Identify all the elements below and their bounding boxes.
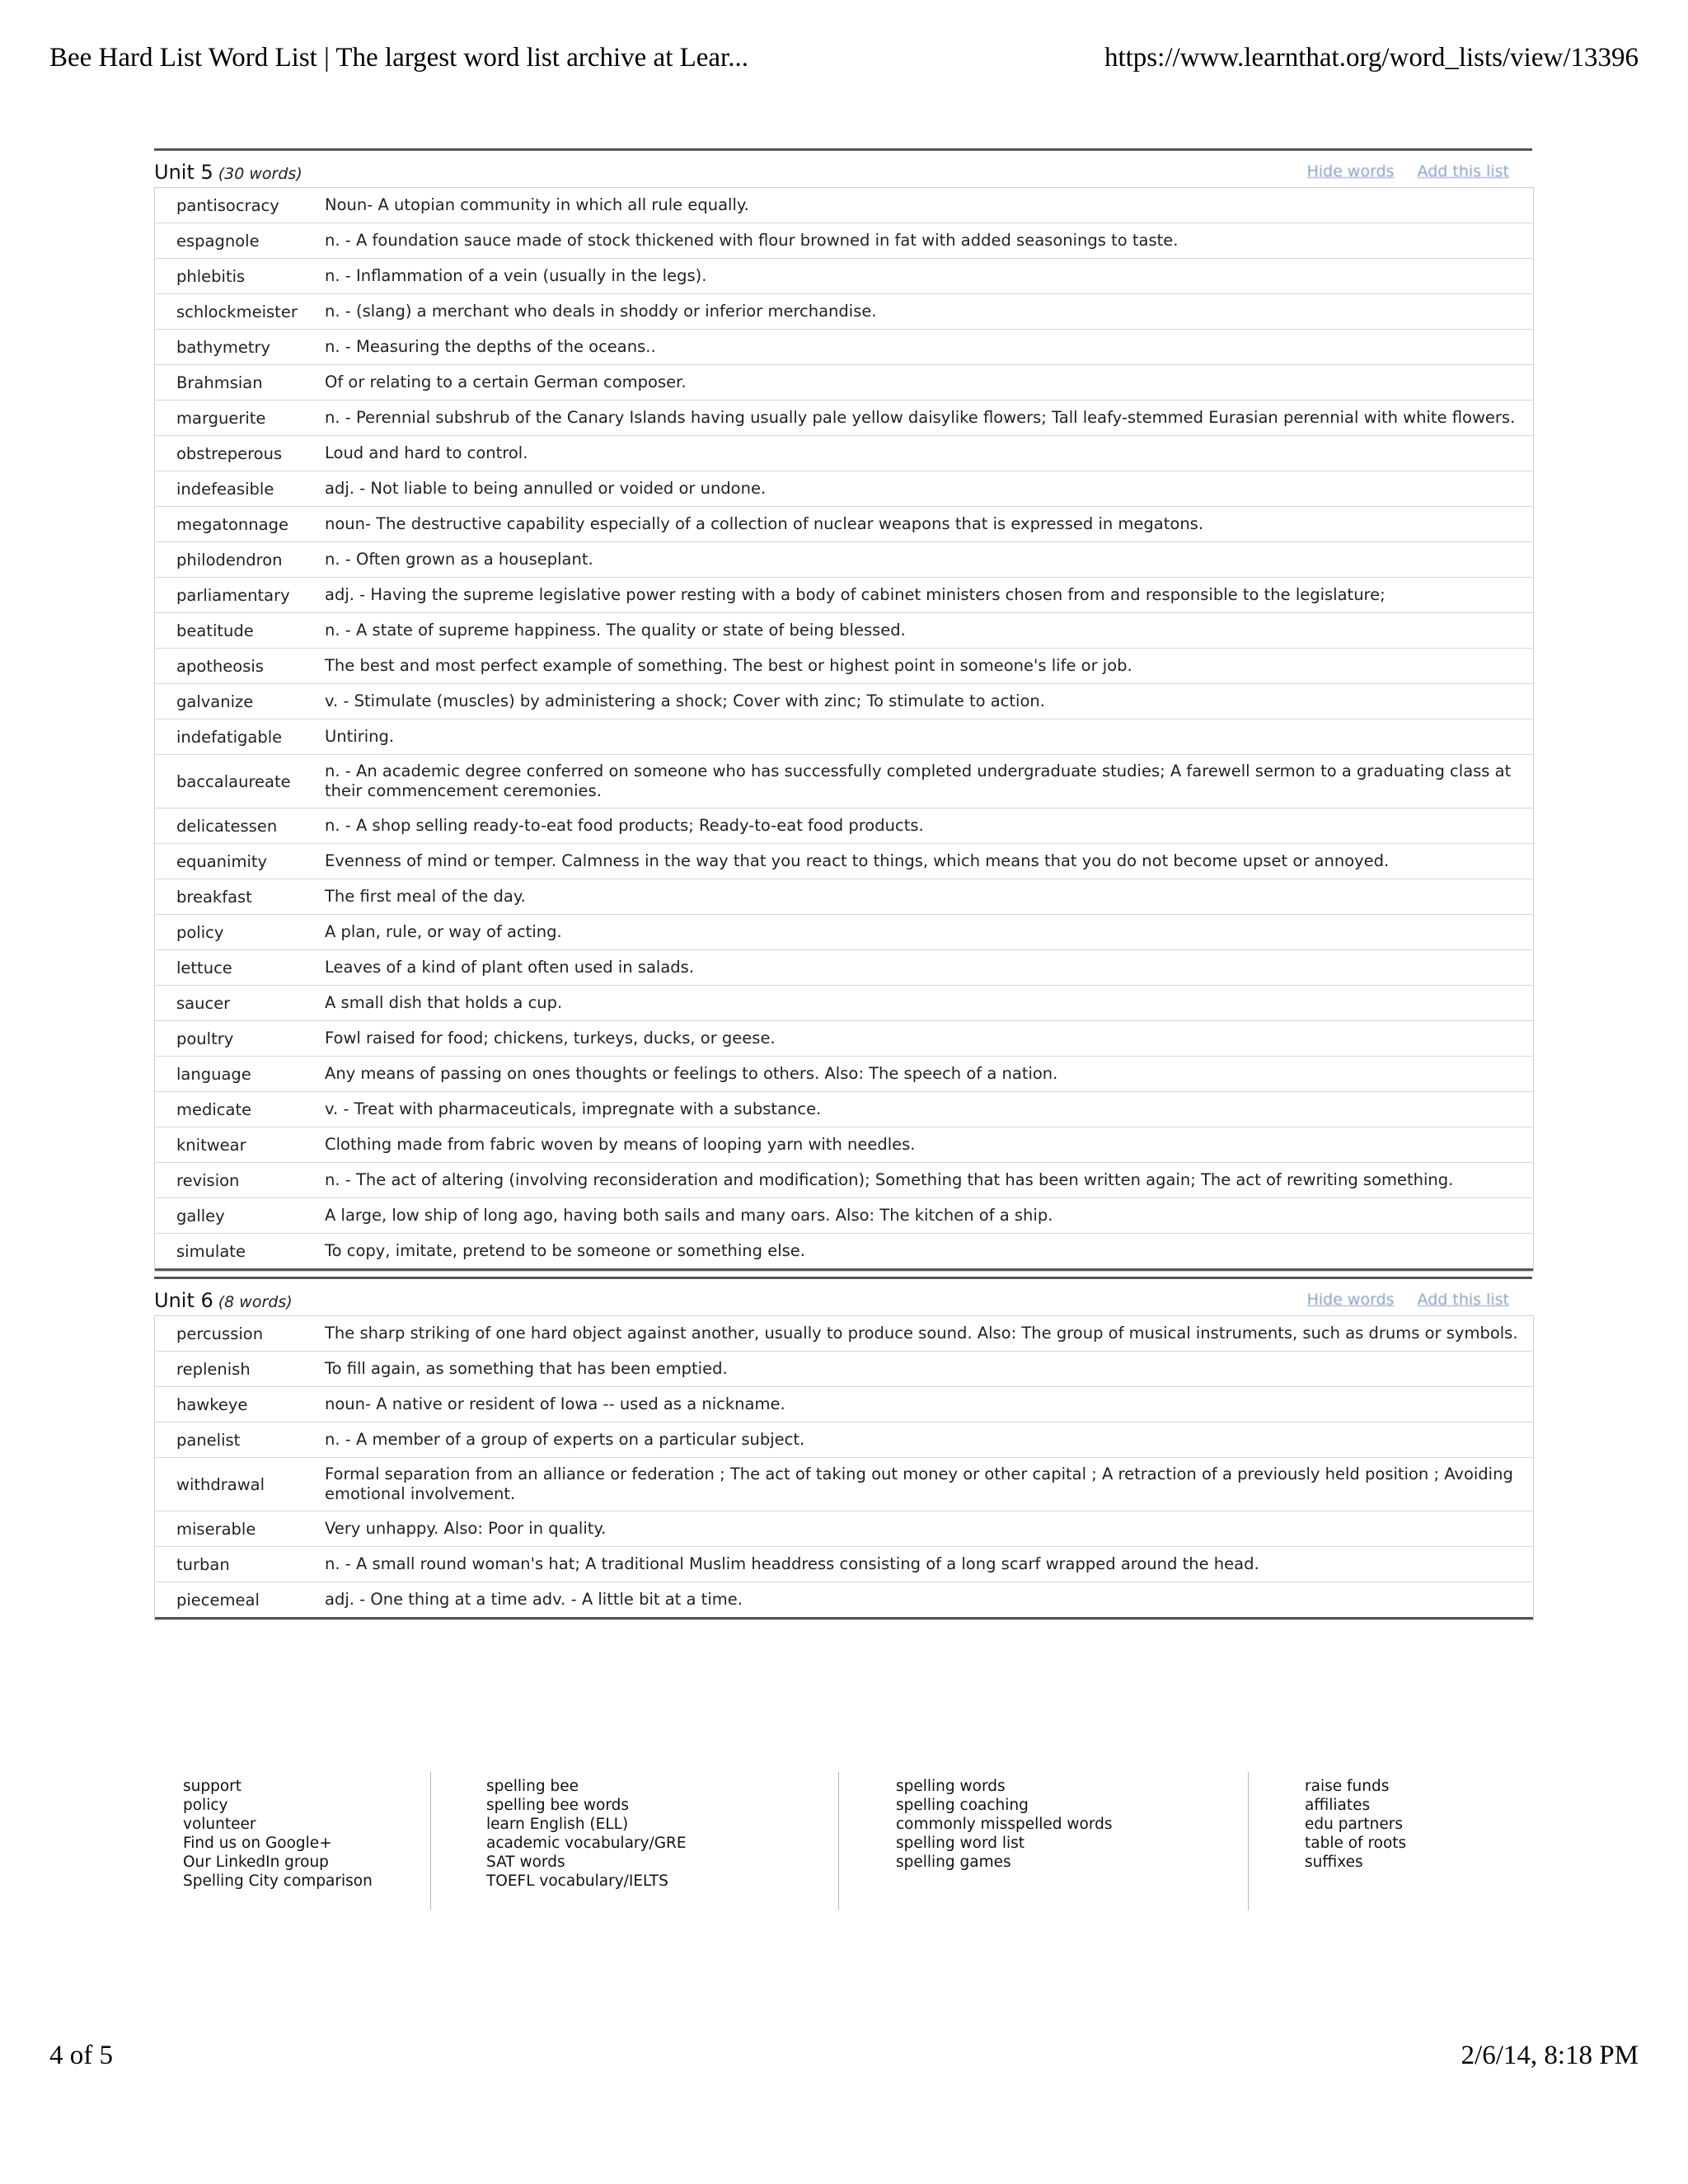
print-footer (49, 2041, 1639, 2077)
footer-link[interactable]: SAT words (486, 1854, 565, 1871)
word-definition: Loud and hard to control. (325, 443, 528, 462)
footer-link[interactable]: spelling word list (896, 1835, 1025, 1852)
word-term: indefatigable (176, 727, 283, 747)
word-definition: v. - Treat with pharmaceuticals, impregnate with a substance. (325, 1099, 822, 1118)
word-definition: To copy, imitate, pretend to be someone or something else. (325, 1241, 805, 1260)
word-definition: Evenness of mind or temper. Calmness in the way that you react to things, which means that you do not become upset or annoyed. (325, 851, 1390, 870)
word-row (155, 808, 1533, 844)
unit-header (154, 151, 1532, 187)
word-term: withdrawal (176, 1474, 265, 1494)
word-definition: n. - Perennial subshrub of the Canary Islands having usually pale yellow daisylike flowers; Tall leafy-stemmed Eurasian perennial with white flowers. (325, 408, 1516, 427)
unit-actions (1284, 162, 1509, 180)
word-term: turban (176, 1554, 230, 1574)
word-definition: n. - A small round woman's hat; A traditional Muslim headdress consisting of a long scarf wrapped around the head. (325, 1554, 1259, 1573)
word-term: piecemeal (176, 1590, 260, 1610)
unit-actions (1284, 1291, 1509, 1309)
word-row (155, 578, 1533, 613)
word-definition: Untiring. (325, 727, 395, 746)
word-term: galvanize (176, 691, 254, 711)
word-row (155, 542, 1533, 578)
word-definition: Formal separation from an alliance or federation ; The act of taking out money or other capital ; A retraction of a previously held position ; Avoiding emotional involvement. (325, 1465, 1513, 1503)
word-row (155, 507, 1533, 542)
footer-link[interactable]: table of roots (1305, 1835, 1407, 1852)
word-row (155, 649, 1533, 684)
word-row (155, 1582, 1533, 1619)
footer-column (1305, 1777, 1406, 1872)
word-definition: n. - The act of altering (involving reconsideration and modification); Something that has been written again; The act of rewriting something. (325, 1170, 1454, 1189)
word-row (155, 188, 1533, 223)
word-term: marguerite (176, 408, 266, 428)
unit-header (154, 1279, 1532, 1315)
footer-link[interactable]: spelling bee words (486, 1797, 630, 1814)
word-term: breakfast (176, 887, 252, 907)
word-row (155, 1057, 1533, 1092)
hide-words-link[interactable]: Hide words (1306, 162, 1395, 180)
word-term: lettuce (176, 958, 232, 977)
word-term: galley (176, 1206, 225, 1226)
word-row (155, 986, 1533, 1021)
word-definition: Leaves of a kind of plant often used in salads. (325, 958, 695, 977)
print-page-number: 4 of 5 (49, 2041, 113, 2070)
footer-link[interactable]: policy (183, 1797, 228, 1814)
add-list-link[interactable]: Add this list (1417, 162, 1509, 180)
word-term: policy (176, 922, 224, 942)
word-row (155, 879, 1533, 915)
footer-link[interactable]: suffixes (1305, 1854, 1363, 1871)
footer-link[interactable]: commonly misspelled words (896, 1816, 1113, 1833)
footer-link[interactable]: edu partners (1305, 1816, 1404, 1833)
word-row (155, 1458, 1533, 1511)
footer-link[interactable]: TOEFL vocabulary/IELTS (486, 1872, 668, 1890)
unit-name: Unit 6 (154, 1289, 213, 1312)
footer-link[interactable]: spelling bee (486, 1778, 579, 1795)
word-row (155, 436, 1533, 471)
word-row (155, 1021, 1533, 1057)
word-term: saucer (176, 993, 231, 1013)
word-definition: Fowl raised for food; chickens, turkeys, ducks, or geese. (325, 1029, 776, 1047)
footer-link[interactable]: academic vocabulary/GRE (486, 1835, 687, 1852)
word-row (155, 1511, 1533, 1547)
word-term: Brahmsian (176, 373, 263, 392)
word-row (155, 1127, 1533, 1163)
word-definition: adj. - Having the supreme legislative power resting with a body of cabinet ministers chosen from and responsible to the legislature; (325, 585, 1386, 604)
word-term: phlebitis (176, 266, 246, 286)
unit-section (154, 1277, 1532, 1620)
site-footer-links (154, 1772, 1532, 1912)
word-term: panelist (176, 1430, 241, 1450)
footer-column (486, 1777, 687, 1891)
word-term: parliamentary (176, 585, 290, 605)
word-term: baccalaureate (176, 771, 291, 791)
word-definition: A large, low ship of long ago, having both sails and many oars. Also: The kitchen of a ship. (325, 1206, 1053, 1225)
word-definition: v. - Stimulate (muscles) by administering a shock; Cover with zinc; To stimulate to action. (325, 691, 1045, 710)
word-row (155, 1234, 1533, 1271)
word-term: revision (176, 1170, 240, 1190)
word-term: bathymetry (176, 337, 271, 357)
word-term: poultry (176, 1029, 234, 1048)
hide-words-link[interactable]: Hide words (1306, 1291, 1395, 1309)
word-term: pantisocracy (176, 195, 279, 215)
unit-title (154, 161, 302, 184)
word-term: miserable (176, 1519, 256, 1539)
footer-link[interactable]: spelling coaching (896, 1797, 1029, 1814)
footer-divider (1248, 1772, 1249, 1910)
word-row (155, 1387, 1533, 1422)
word-definition: Any means of passing on ones thoughts or feelings to others. Also: The speech of a nation. (325, 1064, 1058, 1083)
unit-title (154, 1289, 293, 1312)
word-term: beatitude (176, 621, 254, 640)
word-definition: Very unhappy. Also: Poor in quality. (325, 1519, 607, 1538)
word-row (155, 719, 1533, 755)
word-term: apotheosis (176, 656, 264, 676)
footer-link[interactable]: raise funds (1305, 1778, 1390, 1795)
word-term: knitwear (176, 1135, 246, 1155)
footer-link[interactable]: spelling games (896, 1854, 1011, 1871)
word-term: medicate (176, 1099, 252, 1119)
unit-word-count: (30 words) (218, 165, 302, 183)
word-definition: n. - (slang) a merchant who deals in shoddy or inferior merchandise. (325, 302, 877, 321)
footer-divider (838, 1772, 839, 1910)
print-header (49, 43, 1639, 84)
word-row (155, 755, 1533, 808)
print-datetime: 2/6/14, 8:18 PM (1461, 2041, 1639, 2070)
word-row (155, 1352, 1533, 1387)
word-row (155, 223, 1533, 259)
word-definition: adj. - One thing at a time adv. - A little bit at a time. (325, 1590, 743, 1609)
word-table (154, 187, 1534, 1272)
word-definition: n. - An academic degree conferred on someone who has successfully completed undergraduate studies; A farewell sermon to a graduating class at their commencement ceremonies. (325, 762, 1512, 800)
word-term: schlockmeister (176, 302, 298, 321)
word-definition: n. - Often grown as a houseplant. (325, 550, 593, 569)
word-definition: noun- A native or resident of Iowa -- used as a nickname. (325, 1394, 785, 1413)
word-term: obstreperous (176, 443, 283, 463)
word-definition: n. - A foundation sauce made of stock thickened with flour browned in fat with added seasonings to taste. (325, 231, 1179, 250)
word-row (155, 950, 1533, 986)
word-row (155, 684, 1533, 719)
print-page-title: Bee Hard List Word List | The largest word list archive at Lear... (49, 43, 748, 73)
word-term: delicatessen (176, 816, 278, 836)
word-term: language (176, 1064, 251, 1084)
word-term: simulate (176, 1241, 246, 1261)
footer-column (896, 1777, 1113, 1872)
word-definition: adj. - Not liable to being annulled or voided or undone. (325, 479, 767, 498)
add-list-link[interactable]: Add this list (1417, 1291, 1509, 1309)
word-row (155, 1198, 1533, 1234)
unit-name: Unit 5 (154, 161, 213, 184)
word-definition: Clothing made from fabric woven by means of looping yarn with needles. (325, 1135, 916, 1154)
word-definition: n. - A shop selling ready-to-eat food products; Ready-to-eat food products. (325, 816, 924, 835)
unit-word-count: (8 words) (218, 1293, 293, 1311)
word-definition: The first meal of the day. (325, 887, 526, 906)
word-term: percussion (176, 1324, 264, 1343)
word-row (155, 365, 1533, 401)
word-row (155, 1547, 1533, 1582)
word-definition: n. - A member of a group of experts on a particular subject. (325, 1430, 805, 1449)
word-row (155, 1163, 1533, 1198)
footer-link[interactable]: Find us on Google+ (183, 1835, 332, 1852)
word-row (155, 613, 1533, 649)
word-row (155, 1092, 1533, 1127)
word-term: espagnole (176, 231, 260, 251)
footer-link[interactable]: Spelling City comparison (183, 1872, 373, 1890)
word-row (155, 259, 1533, 294)
word-row (155, 1316, 1533, 1352)
word-definition: n. - A state of supreme happiness. The quality or state of being blessed. (325, 621, 906, 640)
word-definition: To fill again, as something that has been emptied. (325, 1359, 728, 1378)
word-definition: Noun- A utopian community in which all rule equally. (325, 195, 749, 214)
word-definition: The sharp striking of one hard object against another, usually to produce sound. Also: The group of musical instruments, such as drums or symbols. (325, 1324, 1518, 1343)
footer-link[interactable]: affiliates (1305, 1797, 1371, 1814)
word-table (154, 1315, 1534, 1620)
word-term: equanimity (176, 851, 268, 871)
word-definition: noun- The destructive capability especially of a collection of nuclear weapons that is expressed in megatons. (325, 514, 1204, 533)
footer-link[interactable]: support (183, 1778, 242, 1795)
word-definition: n. - Inflammation of a vein (usually in the legs). (325, 266, 707, 285)
word-definition: A small dish that holds a cup. (325, 993, 563, 1012)
word-row (155, 401, 1533, 436)
word-row (155, 1422, 1533, 1458)
word-definition: A plan, rule, or way of acting. (325, 922, 562, 941)
word-term: indefeasible (176, 479, 274, 499)
word-term: replenish (176, 1359, 251, 1379)
footer-link[interactable]: spelling words (896, 1778, 1006, 1795)
unit-section (154, 148, 1532, 1272)
print-page-url: https://www.learnthat.org/word_lists/view/13396 (1104, 43, 1639, 73)
footer-link[interactable]: volunteer (183, 1816, 256, 1833)
footer-link[interactable]: Our LinkedIn group (183, 1854, 329, 1871)
footer-divider (430, 1772, 431, 1910)
word-list-content (154, 148, 1532, 1625)
word-definition: n. - Measuring the depths of the oceans.. (325, 337, 656, 356)
footer-column (183, 1777, 373, 1891)
word-term: philodendron (176, 550, 283, 569)
footer-link[interactable]: learn English (ELL) (486, 1816, 629, 1833)
word-term: hawkeye (176, 1394, 248, 1414)
word-row (155, 294, 1533, 330)
word-term: megatonnage (176, 514, 288, 534)
word-row (155, 330, 1533, 365)
word-row (155, 471, 1533, 507)
word-definition: The best and most perfect example of something. The best or highest point in someone's life or job. (325, 656, 1132, 675)
word-row (155, 844, 1533, 879)
word-definition: Of or relating to a certain German composer. (325, 373, 687, 391)
word-row (155, 915, 1533, 950)
